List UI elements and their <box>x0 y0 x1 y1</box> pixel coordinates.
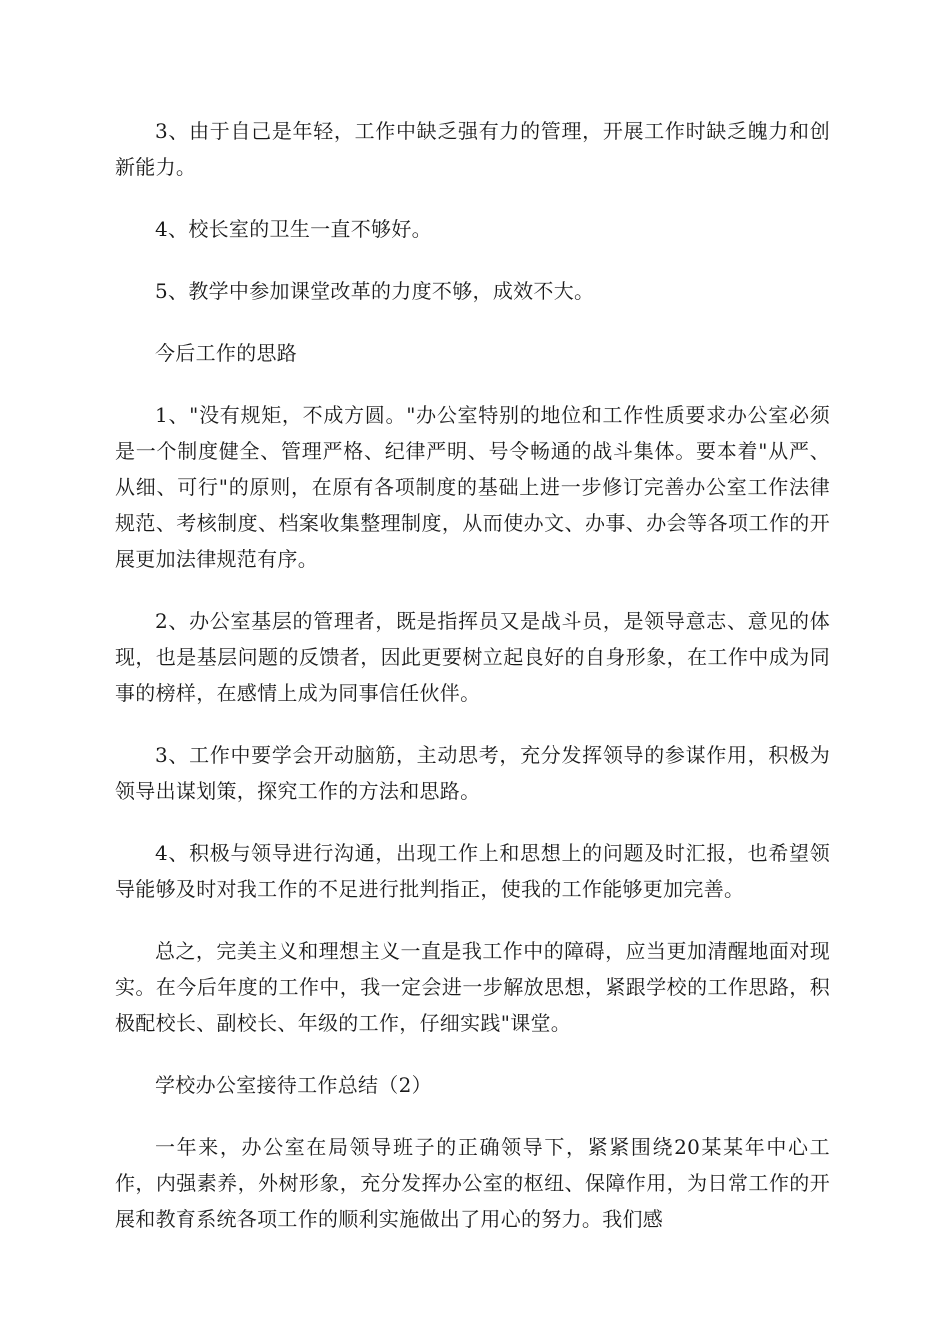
paragraph-5: 2、办公室基层的管理者，既是指挥员又是战斗员，是领导意志、意见的体现，也是基层问题的反馈者，因此更要树立起良好的自身形象，在工作中成为同事的榜样，在感情上成为同事信任伙伴。 <box>115 609 830 705</box>
paragraph-4: 1、"没有规矩，不成方圆。"办公室特别的地位和工作性质要求办公室必须是一个制度健全、管理严格、纪律严明、号令畅通的战斗集体。要本着"从严、从细、可行"的原则，在原有各项制度的基础上进一步修订完善办公室工作法律规范、考核制度、档案收集整理制度，从而使办文、办事、办会等各项工作的开展更加法律规范有序。 <box>115 403 830 571</box>
paragraph-1: 3、由于自己是年轻，工作中缺乏强有力的管理，开展工作时缺乏魄力和创新能力。 <box>115 119 830 179</box>
paragraph-2: 4、校长室的卫生一直不够好。 <box>155 217 432 241</box>
paragraph-conclusion: 总之，完美主义和理想主义一直是我工作中的障碍，应当更加清醒地面对现实。在今后年度的工作中，我一定会进一步解放思想，紧跟学校的工作思路，积极配校长、副校长、年级的工作，仔细实践"课堂。 <box>115 939 830 1035</box>
document-body <box>115 113 830 1263</box>
paragraph-intro: 一年来，办公室在局领导班子的正确领导下，紧紧围绕20某某年中心工作，内强素养，外树形象，充分发挥办公室的枢纽、保障作用，为日常工作的开展和教育系统各项工作的顺利实施做出了用心的努力。我们感 <box>115 1135 830 1231</box>
paragraph-3: 5、教学中参加课堂改革的力度不够，成效不大。 <box>155 279 595 303</box>
section-heading-summary-2: 学校办公室接待工作总结（2） <box>155 1073 432 1097</box>
paragraph-7: 4、积极与领导进行沟通，出现工作上和思想上的问题及时汇报，也希望领导能够及时对我工作的不足进行批判指正，使我的工作能够更加完善。 <box>115 841 830 901</box>
section-heading-future-plans: 今后工作的思路 <box>155 341 298 365</box>
paragraph-6: 3、工作中要学会开动脑筋，主动思考，充分发挥领导的参谋作用，积极为领导出谋划策，探究工作的方法和思路。 <box>115 743 830 803</box>
